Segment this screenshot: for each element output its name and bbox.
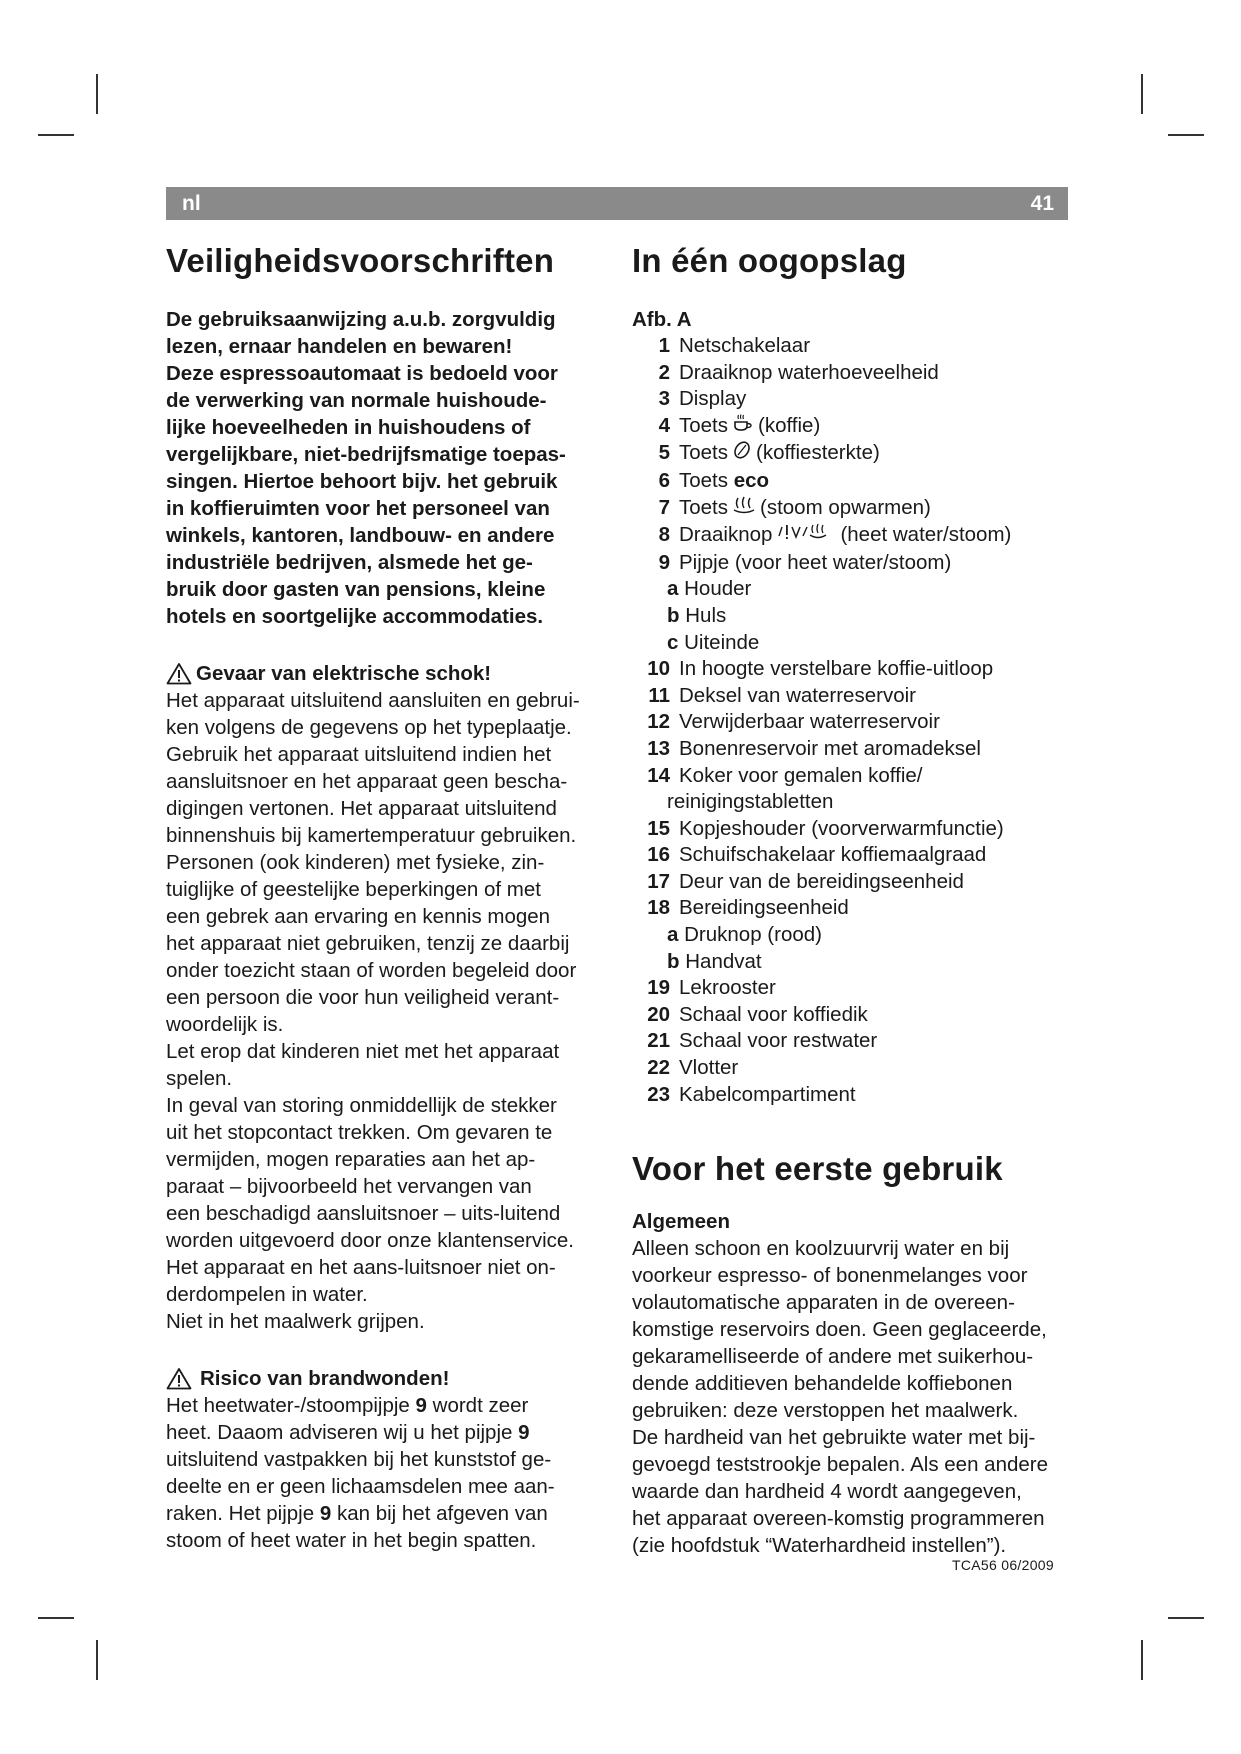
list-item: 11 Deksel van waterreservoir bbox=[648, 683, 916, 707]
list-item: 6 Toets eco bbox=[658, 468, 770, 492]
document-code: TCA56 06/2009 bbox=[952, 1557, 1054, 1573]
body-line: Let erop dat kinderen niet met het apparaat bbox=[166, 1040, 560, 1063]
list-item: 22 Vlotter bbox=[647, 1056, 739, 1080]
list-item: 12 Verwijderbaar waterreservoir bbox=[647, 710, 940, 734]
intro-line: hotels en soortgelijke accommodaties. bbox=[166, 605, 544, 628]
crop-mark bbox=[1168, 1617, 1204, 1619]
list-item: 16 Schuifschakelaar koffiemaalgraad bbox=[647, 843, 987, 867]
body-line: gekaramelliseerde of andere met suikerhou- bbox=[632, 1345, 1034, 1369]
body-line: spelen. bbox=[166, 1067, 233, 1090]
body-line: een persoon die voor hun veiligheid verant- bbox=[166, 986, 560, 1009]
body-line: het apparaat niet gebruiken, tenzij ze daarbij bbox=[166, 932, 570, 955]
intro-line: industriële bedrijven, alsmede het ge- bbox=[166, 551, 533, 574]
burn-risk-title: Risico van brandwonden! bbox=[200, 1367, 450, 1390]
body-line: onder toezicht staan of worden begeleid door bbox=[166, 959, 577, 982]
body-line: derdompelen in water. bbox=[166, 1283, 368, 1306]
body-line: ken volgens de gegevens op het typeplaatje. bbox=[166, 716, 572, 739]
burn-risk-text bbox=[166, 1392, 616, 1554]
list-item: b Huls bbox=[667, 603, 727, 627]
first-use-title: Voor het eerste gebruik bbox=[632, 1150, 1003, 1188]
steam-icon bbox=[732, 495, 756, 523]
list-item: 23 Kabelcompartiment bbox=[647, 1082, 856, 1106]
body-line: gevoegd teststrookje bepalen. Als een andere bbox=[632, 1453, 1048, 1477]
list-item: b Handvat bbox=[667, 949, 762, 973]
burn-risk-heading bbox=[166, 1365, 616, 1392]
list-item: c Uiteinde bbox=[667, 630, 760, 654]
body-line: Het heetwater-/stoompijpje 9 wordt zeer bbox=[166, 1394, 529, 1417]
intro-line: winkels, kantoren, landbouw- en andere bbox=[166, 524, 555, 547]
list-item: 15 Kopjeshouder (voorverwarmfunctie) bbox=[647, 816, 1004, 840]
list-item: 2 Draaiknop waterhoeveelheid bbox=[658, 360, 939, 384]
body-line: worden uitgevoerd door onze klantenservice. bbox=[166, 1229, 574, 1252]
body-line: een beschadigd aansluitsnoer – uits-luitend bbox=[166, 1202, 561, 1225]
warning-triangle-icon bbox=[166, 1367, 192, 1390]
intro-line: lijke hoeveelheden in huishoudens of bbox=[166, 416, 531, 439]
list-item: 3 Display bbox=[658, 387, 747, 411]
intro-line: vergelijkbare, niet-bedrijfsmatige toepas- bbox=[166, 443, 566, 466]
intro-line: in koffieruimten voor het personeel van bbox=[166, 497, 550, 520]
crop-mark bbox=[38, 134, 74, 136]
body-line: raken. Het pijpje 9 kan bij het afgeven van bbox=[166, 1502, 548, 1525]
body-line: komstige reservoirs doen. Geen geglaceerde, bbox=[632, 1318, 1047, 1342]
body-line: voorkeur espresso- of bonenmelanges voor bbox=[632, 1264, 1028, 1288]
body-line: stoom of heet water in het begin spatten. bbox=[166, 1529, 537, 1552]
figure-label: Afb. A bbox=[632, 308, 692, 331]
crop-mark bbox=[1141, 74, 1143, 114]
intro-line: bruik door gasten van pensions, kleine bbox=[166, 578, 546, 601]
list-item: a Houder bbox=[667, 577, 752, 601]
body-line: paraat – bijvoorbeeld het vervangen van bbox=[166, 1175, 532, 1198]
list-item: 7 Toets (stoom opwarmen) bbox=[632, 495, 1102, 523]
electric-shock-title: Gevaar van elektrische schok! bbox=[196, 662, 492, 685]
body-line: woordelijk is. bbox=[166, 1013, 284, 1036]
body-line: Personen (ook kinderen) met fysieke, zin- bbox=[166, 851, 545, 874]
list-item: 5 Toets (koffiesterkte) bbox=[632, 440, 1102, 468]
body-line: digingen vertonen. Het apparaat uitsluitend bbox=[166, 797, 557, 820]
intro-line: Deze espressoautomaat is bedoeld voor bbox=[166, 362, 558, 385]
list-item: 19 Lekrooster bbox=[647, 976, 776, 1000]
list-item: 14 Koker voor gemalen koffie/ bbox=[647, 763, 923, 787]
left-column bbox=[166, 240, 616, 1554]
crop-mark bbox=[96, 74, 98, 114]
right-column bbox=[632, 240, 1102, 1559]
list-item: 13 Bonenreservoir met aromadeksel bbox=[647, 736, 981, 760]
body-line: De hardheid van het gebruikte water met bij- bbox=[632, 1426, 1036, 1450]
body-line: Gebruik het apparaat uitsluitend indien het bbox=[166, 743, 552, 766]
crop-mark bbox=[1141, 1640, 1143, 1680]
hot-water-steam-icon bbox=[776, 522, 836, 550]
body-line: Alleen schoon en koolzuurvrij water en bij bbox=[632, 1237, 1010, 1261]
coffee-bean-icon bbox=[732, 440, 752, 468]
intro-line: singen. Hiertoe behoort bijv. het gebruik bbox=[166, 470, 558, 493]
warning-triangle-icon bbox=[166, 662, 192, 685]
crop-mark bbox=[38, 1617, 74, 1619]
list-item: 18 Bereidingseenheid bbox=[647, 896, 849, 920]
intro-line: lezen, ernaar handelen en bewaren! bbox=[166, 335, 513, 358]
list-item: 20 Schaal voor koffiedik bbox=[647, 1002, 868, 1026]
list-item: 1 Netschakelaar bbox=[658, 334, 811, 357]
page-header-bar bbox=[166, 187, 1068, 220]
parts-list bbox=[632, 333, 1102, 1108]
body-line: deelte en er geen lichaamsdelen mee aan- bbox=[166, 1475, 555, 1498]
body-line: Het apparaat en het aans-luitsnoer niet on- bbox=[166, 1256, 556, 1279]
body-line: vermijden, mogen reparaties aan het ap- bbox=[166, 1148, 536, 1171]
intro-line: De gebruiksaanwijzing a.u.b. zorgvuldig bbox=[166, 308, 556, 331]
body-line: (zie hoofdstuk “Waterhardheid instellen”). bbox=[632, 1534, 1007, 1558]
electric-shock-heading bbox=[166, 660, 616, 687]
safety-title: Veiligheidsvoorschriften bbox=[166, 242, 555, 279]
crop-mark bbox=[1168, 134, 1204, 136]
body-line: het apparaat overeen-komstig programmeren bbox=[632, 1507, 1045, 1531]
list-item: 4 Toets (koffie) bbox=[632, 413, 1102, 441]
body-line: binnenshuis bij kamertemperatuur gebruiken. bbox=[166, 824, 577, 847]
body-line: volautomatische apparaten in de overeen- bbox=[632, 1291, 1015, 1315]
list-item: 10 In hoogte verstelbare koffie-uitloop bbox=[647, 657, 994, 681]
body-line: Het apparaat uitsluitend aansluiten en gebrui- bbox=[166, 689, 580, 712]
body-line: waarde dan hardheid 4 wordt aangegeven, bbox=[632, 1480, 1022, 1504]
body-line: aansluitsnoer en het apparaat geen bescha- bbox=[166, 770, 568, 793]
body-line: een gebrek aan ervaring en kennis mogen bbox=[166, 905, 551, 928]
body-line: gebruiken: deze verstoppen het maalwerk. bbox=[632, 1399, 1019, 1423]
body-line: heet. Daaom adviseren wij u het pijpje 9 bbox=[166, 1421, 530, 1444]
electric-shock-text bbox=[166, 687, 616, 1335]
body-line: dende additieven behandelde koffiebonen bbox=[632, 1372, 1013, 1396]
intro-line: de verwerking van normale huishoude- bbox=[166, 389, 547, 412]
body-line: Niet in het maalwerk grijpen. bbox=[166, 1310, 425, 1333]
body-line: uit het stopcontact trekken. Om gevaren te bbox=[166, 1121, 553, 1144]
body-line: uitsluitend vastpakken bij het kunststof ge- bbox=[166, 1448, 552, 1471]
list-item: 21 Schaal voor restwater bbox=[647, 1029, 878, 1053]
body-line: tuiglijke of geestelijke beperkingen of met bbox=[166, 878, 541, 901]
intro-paragraph bbox=[166, 306, 616, 630]
list-item: 8 Draaiknop (heet water/stoom) bbox=[632, 522, 1102, 550]
crop-mark bbox=[96, 1640, 98, 1680]
general-subheading: Algemeen bbox=[632, 1210, 730, 1234]
list-item: 17 Deur van de bereidingseenheid bbox=[647, 869, 964, 893]
list-item: reinigingstabletten bbox=[667, 790, 834, 814]
overview-title: In één oogopslag bbox=[632, 242, 907, 279]
language-code: nl bbox=[182, 191, 201, 215]
list-item: a Druknop (rood) bbox=[667, 923, 822, 947]
first-use-text bbox=[632, 1235, 1102, 1559]
list-item: 9 Pijpje (voor heet water/stoom) bbox=[658, 550, 952, 574]
body-line: In geval van storing onmiddellijk de stekker bbox=[166, 1094, 557, 1117]
coffee-cup-icon bbox=[732, 413, 754, 441]
page-number: 41 bbox=[1030, 191, 1054, 215]
